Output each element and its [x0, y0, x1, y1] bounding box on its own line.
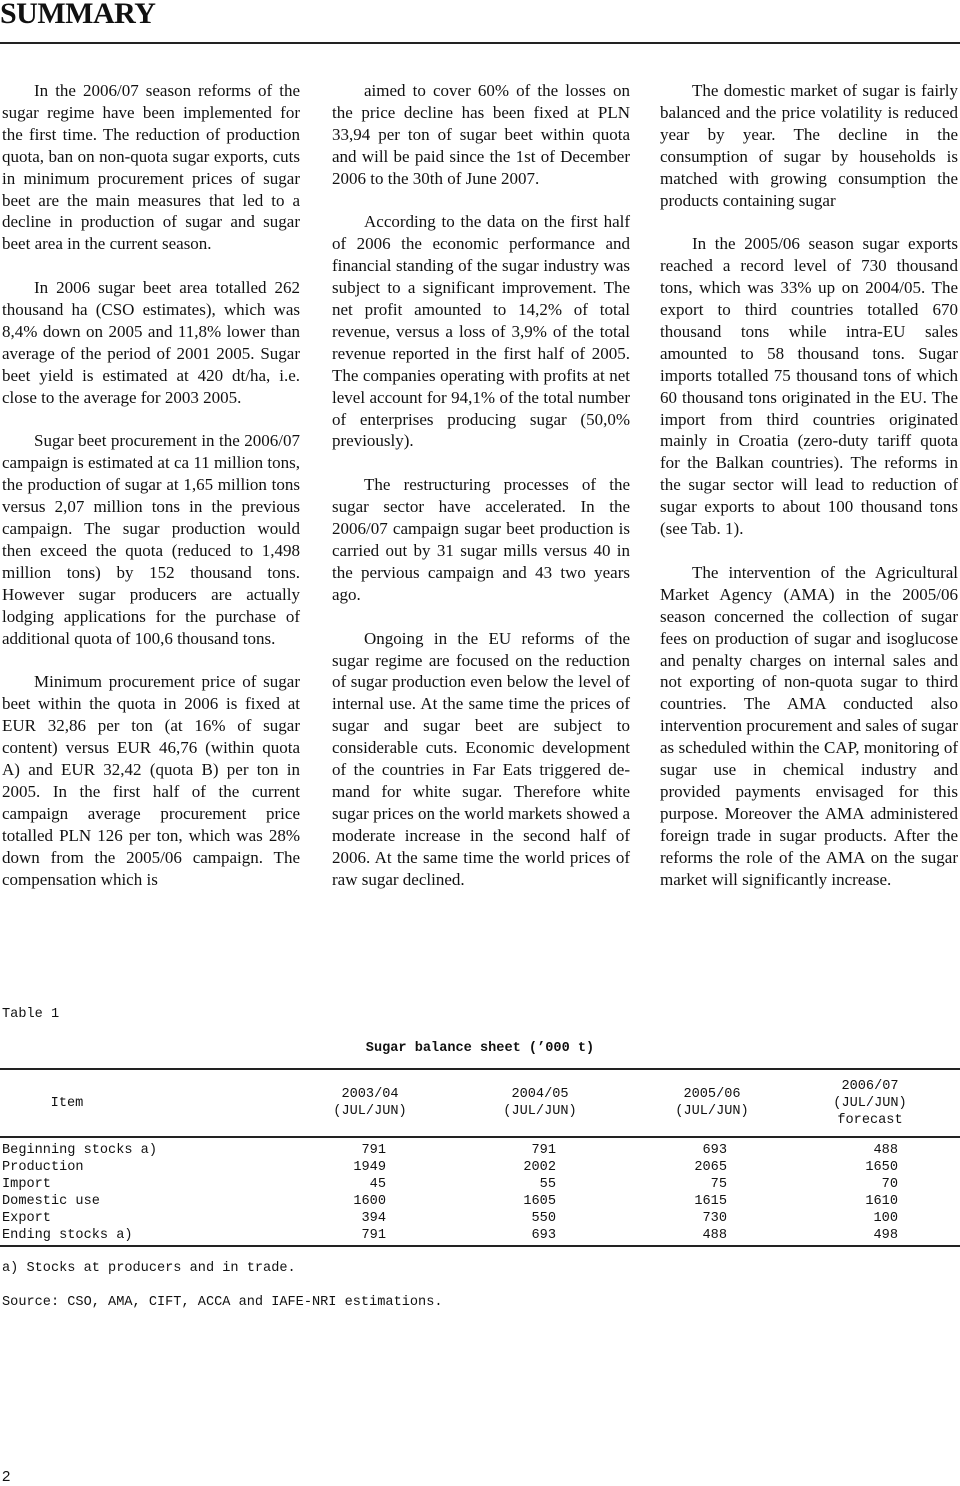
table-bottom-rule	[0, 1245, 960, 1247]
paragraph: Minimum procurement price of sugar beet within the quota in 2006 is fixed at EUR 32,86 per ton (at 16% of sugar content) versus EUR 46,76 (within quota A) and EUR 32,42 (quota B) per ton in 2005. In the first half of the current campaign average procurement price totalled PLN 126 per ton, which was 28% down from the 2005/06 campaign. The compensation which is	[2, 672, 300, 889]
paragraph: The domestic market of sugar is fairly balanced and the price volatility is reduced year by year. The decline in the consumption of sugar by households is matched with growing consumption the products containing sugar	[660, 81, 958, 210]
text-column-2	[332, 80, 630, 912]
table-label: Table 1	[2, 1007, 60, 1022]
paragraph: In the 2005/06 season sugar exports reached a record level of 730 thousand tons, which was 33% up on 2004/05. The export to third countries totalled 670 thousand tons while intra-EU sales amounted to 58 thousand tons. Sugar imports totalled 75 thousand tons of which 60 thousand tons originated in the EU. The import from third countries originated mainly in Croatia (zero-duty tariff quota for the Balkan countries). The reforms in the sugar sector will lead to reduction of sugar exports to about 100 thousand tons (see Tab. 1).	[660, 234, 958, 539]
page-number: 2	[2, 1468, 11, 1485]
paragraph: The intervention of the Agricultural Market Agency (AMA) in the 2005/06 season concerned the collection of sugar fees on production of sugar and isoglucose and penalty charges on internal sales and not exporting of non-quota sugar to third countries. The AMA conducted also intervention procurement and sales of sugar as scheduled within the CAP, monitoring of sugar use in chemical industry and provided payments envisaged for this purpose. Moreover the AMA administered foreign trade in sugar products. After the reforms the role of the AMA on the sugar market will significantly increase.	[660, 562, 958, 889]
table-top-rule	[0, 1068, 960, 1070]
table-row: Import 45 55 75 70	[2, 1177, 898, 1192]
table-row: Export 394 550 730 100	[2, 1211, 898, 1226]
table-row: Beginning stocks a) 791 791 693 488	[2, 1143, 898, 1158]
table-caption: Sugar balance sheet (’000 t)	[365, 1041, 595, 1056]
table-row: Ending stocks a) 791 693 488 498	[2, 1228, 898, 1243]
paragraph: Sugar beet procurement in the 2006/07 campaign is estimated at ca 11 million tons, the production of sugar at 1,65 million tons versus 2,07 million tons in the previous campaign. The sugar production would then exceed the quota (reduced to 1,498 million tons) by 152 thousand tons. However sugar producers are actually lodging applications for the purchase of additional quota of 100,6 thousand tons.	[2, 431, 300, 648]
paragraph: In 2006 sugar beet area totalled 262 thousand ha (CSO estimates), which was 8,4% down on 2005 and 11,8% lower than average of the period of 2001 2005. Sugar beet yield is estimated at 420 dt/ha, i.e. close to the average for 2003 2005.	[2, 278, 300, 407]
text-column-1	[2, 80, 300, 912]
page-title: SUMMARY	[0, 0, 156, 30]
table-body	[2, 1142, 960, 1244]
header-2004-05: 2004/05 (JUL/JUN)	[503, 1087, 577, 1119]
paragraph: The restructuring processes of the sugar sector have accelerated. In the 2006/07 campaign sugar beet production is carried out by 31 sugar mills versus 40 in the pervious campaign and 43 two years ago.	[332, 475, 630, 604]
table-header-rule	[0, 1136, 960, 1138]
header-2005-06: 2005/06 (JUL/JUN)	[675, 1087, 749, 1119]
table-footnote: a) Stocks at producers and in trade.	[2, 1261, 296, 1276]
paragraph: aimed to cover 60% of the losses on the price decline has been fixed at PLN 33,94 per ton of sugar beet within quota and will be paid since the 1st of December 2006 to the 30th of June 2007.	[332, 81, 630, 188]
table-header	[0, 1071, 960, 1135]
table-row: Domestic use 1600 1605 1615 1610	[2, 1194, 898, 1209]
table-source: Source: CSO, AMA, CIFT, ACCA and IAFE-NRI estimations.	[2, 1295, 443, 1310]
table-row: Production 1949 2002 2065 1650	[2, 1160, 898, 1175]
header-2003-04: 2003/04 (JUL/JUN)	[333, 1087, 407, 1119]
paragraph: Ongoing in the EU reforms of the sugar regime are focused on the reduction of sugar production even below the level of internal use. At the same time the prices of sugar and sugar beet are subject to considerable cuts. Economic development of the countries in Far Eats triggered demand for white sugar. Therefore white sugar prices on the world markets showed a moderate increase in the second half of 2006. At the same time the world prices of raw sugar declined.	[332, 628, 630, 889]
text-column-3	[660, 80, 958, 912]
paragraph: In the 2006/07 season reforms of the sugar regime have been implemented for the first time. The reduction of production quota, ban on non-quota sugar exports, cuts in minimum procurement prices of sugar beet are the main measures that led to a decline in production of sugar and sugar beet area in the current season.	[2, 81, 300, 254]
header-2006-07: 2006/07 (JUL/JUN) forecast	[833, 1078, 907, 1128]
title-rule	[0, 42, 960, 44]
header-item: Item	[50, 1095, 84, 1111]
paragraph: According to the data on the first half of 2006 the economic performance and financial standing of the sugar industry was subject to a significant improvement. The net profit amounted to 14,2% of total revenue, versus a loss of 3,9% of the total revenue reported in the first half of 2005. The companies operating with profits at net level account for 94,1% of the total number of enterprises producing sugar (50,0% previously).	[332, 212, 630, 451]
